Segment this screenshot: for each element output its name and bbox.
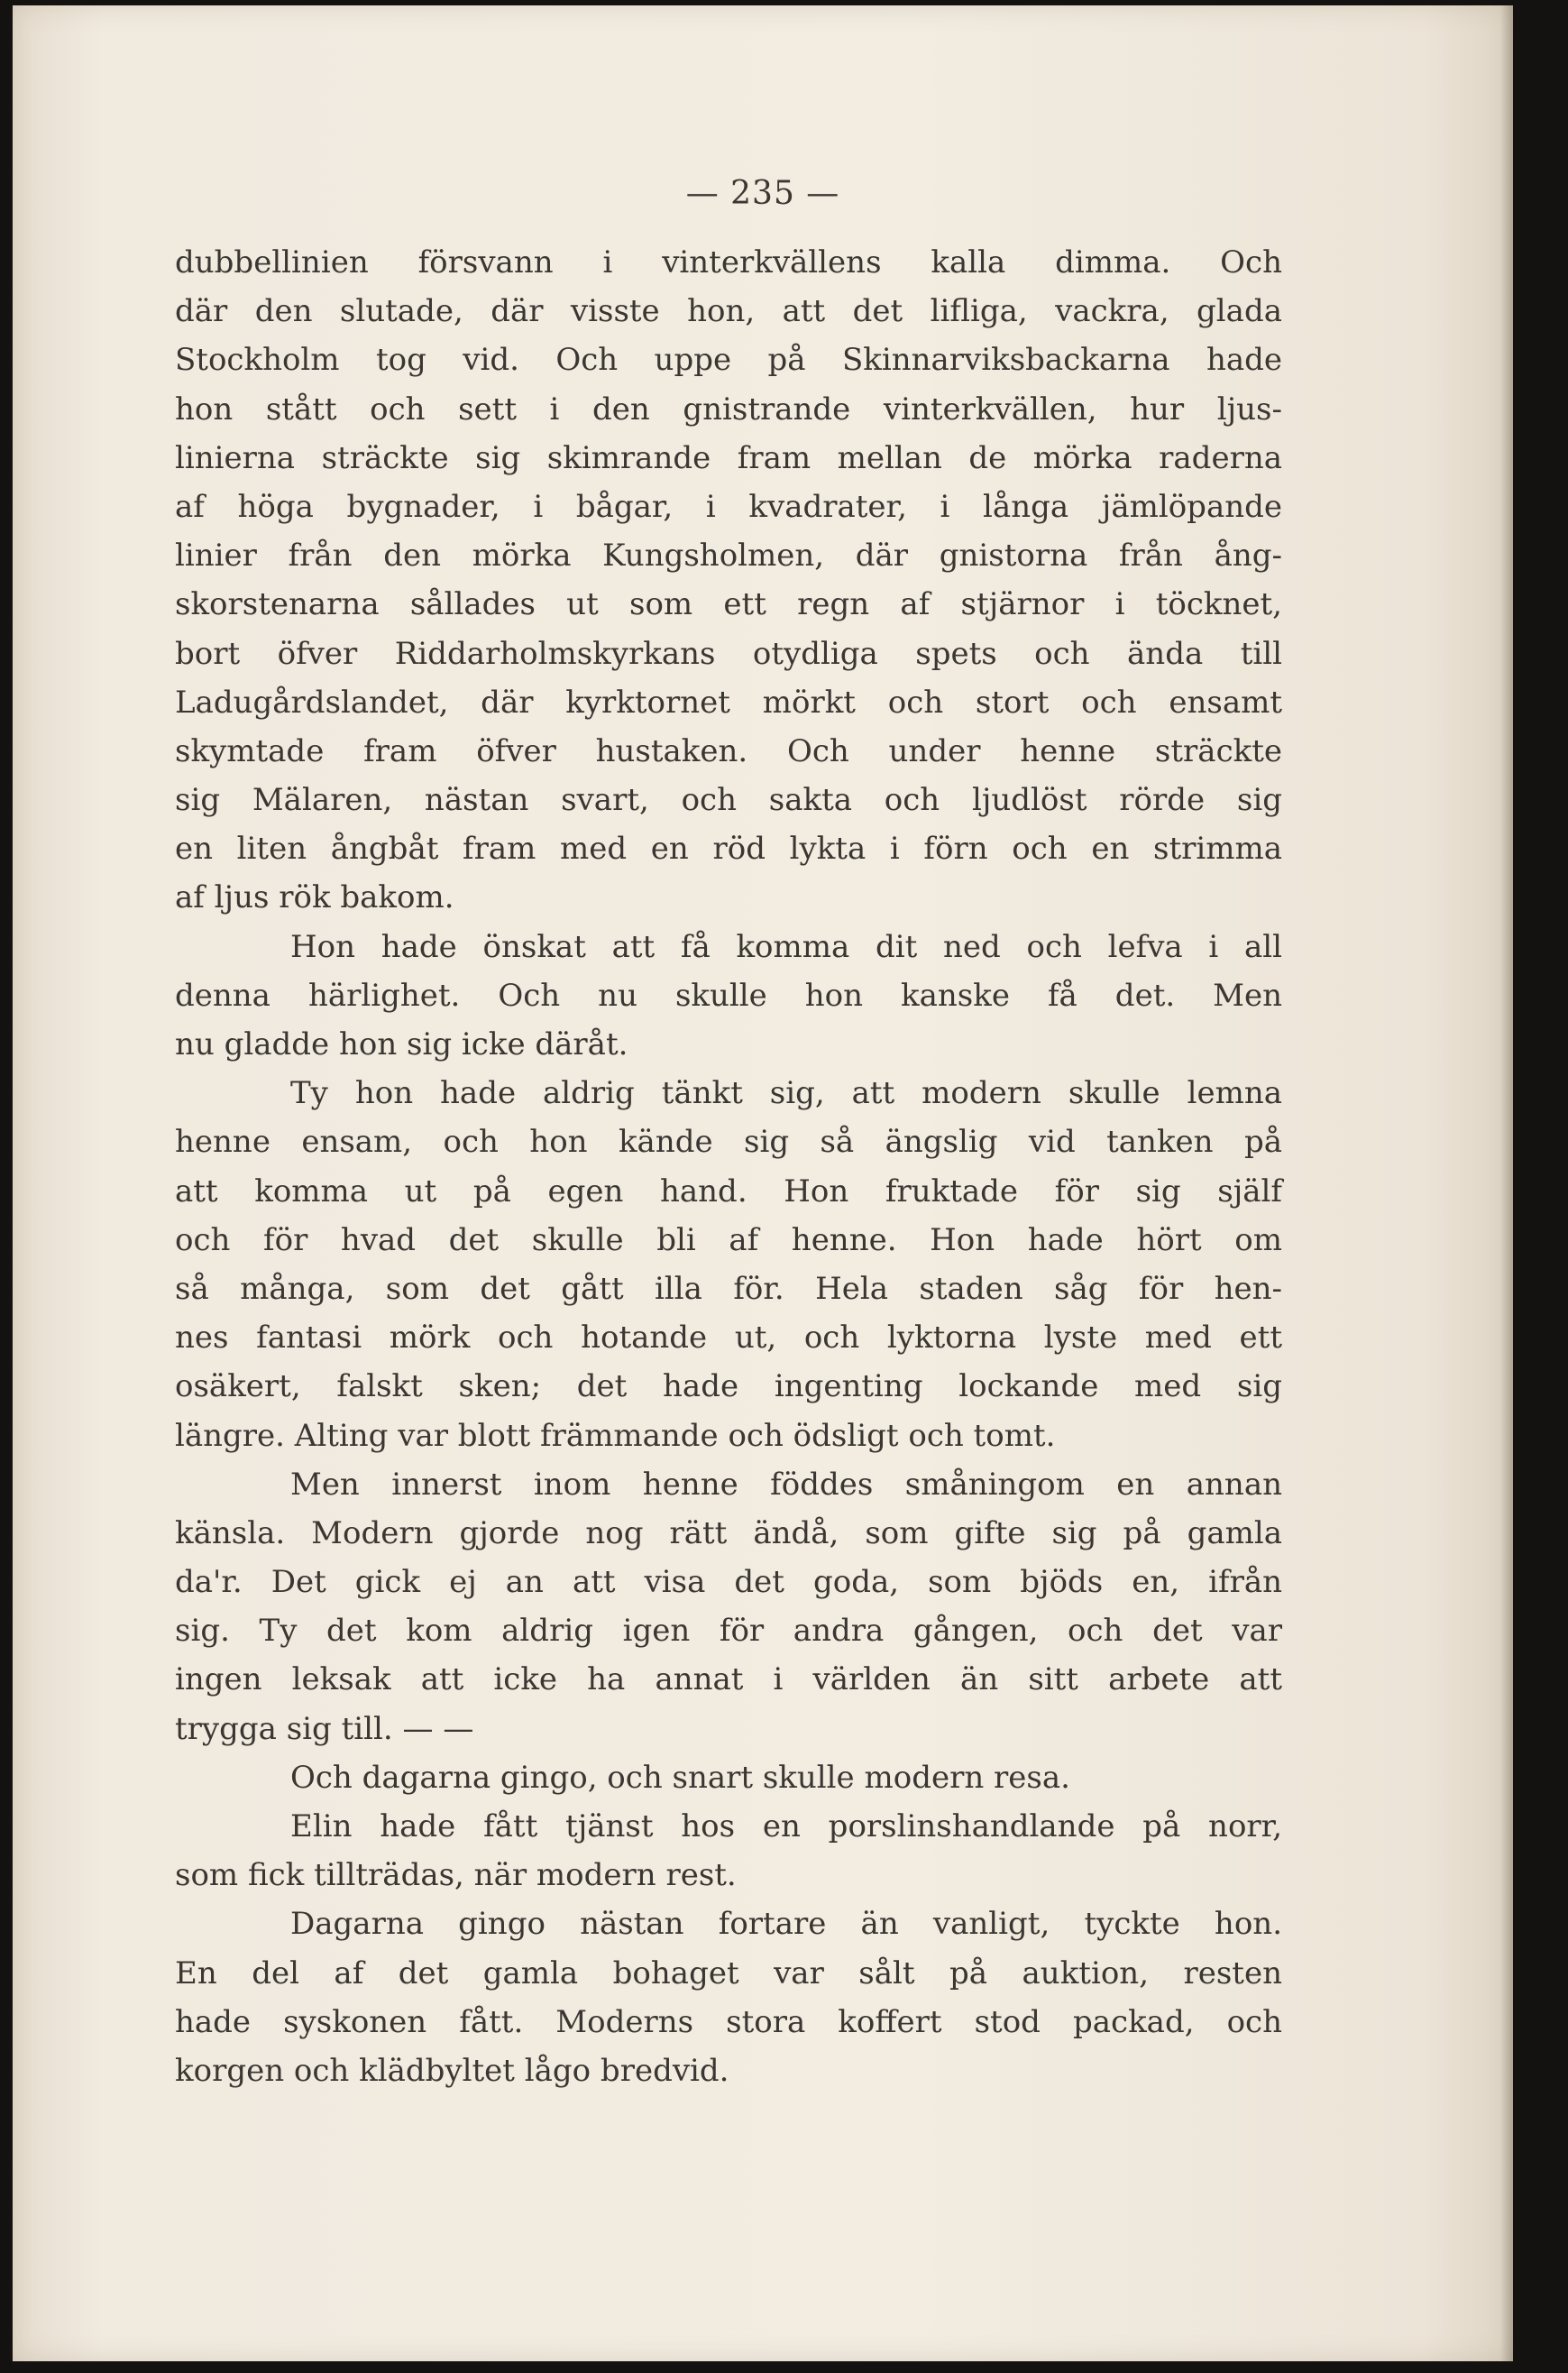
text-line: känsla. Modern gjorde nog rätt ändå, som gifte sig på gamla: [175, 1514, 1282, 1551]
text-line: bort öfver Riddarholmskyrkans otydliga spets och ända till: [175, 635, 1282, 672]
text-line: linierna sträckte sig skimrande fram mellan de mörka raderna: [175, 439, 1282, 476]
text-line: denna härlighet. Och nu skulle hon kanske få det. Men: [175, 977, 1282, 1014]
text-line: där den slutade, där visste hon, att det lifliga, vackra, glada: [175, 293, 1282, 330]
text-line: Ladugårdslandet, där kyrktornet mörkt och stort och ensamt: [175, 684, 1282, 721]
text-line: en liten ångbåt fram med en röd lykta i förn och en strimma: [175, 831, 1282, 868]
text-line: henne ensam, och hon kände sig så ängslig vid tanken på: [175, 1124, 1282, 1161]
page-edge-shadow: [1500, 5, 1513, 2361]
text-line: att komma ut på egen hand. Hon fruktade för sig själf: [175, 1173, 1282, 1209]
text-line: sig. Ty det kom aldrig igen för andra gången, och det var: [175, 1613, 1282, 1650]
text-line: Ty hon hade aldrig tänkt sig, att modern skulle lemna: [290, 1075, 1282, 1112]
page-number: — 235 —: [685, 175, 840, 212]
text-line: längre. Alting var blott främmande och ödsligt och tomt.: [175, 1417, 1056, 1454]
text-line: ingen leksak att icke ha annat i världen än sitt arbete att: [175, 1661, 1282, 1698]
text-line: Stockholm tog vid. Och uppe på Skinnarviksbackarna hade: [175, 342, 1282, 379]
text-line: da'r. Det gick ej an att visa det goda, som bjöds en, ifrån: [175, 1564, 1282, 1601]
text-line: Dagarna gingo nästan fortare än vanligt, tyckte hon.: [290, 1906, 1282, 1943]
text-line: osäkert, falskt sken; det hade ingenting lockande med sig: [175, 1368, 1282, 1405]
text-line: Men innerst inom henne föddes småningom en annan: [290, 1466, 1282, 1503]
text-line: skymtade fram öfver hustaken. Och under henne sträckte: [175, 732, 1282, 769]
text-line: af ljus rök bakom.: [175, 879, 454, 916]
text-line: sig Mälaren, nästan svart, och sakta och ljudlöst rörde sig: [175, 782, 1282, 819]
text-line: och för hvad det skulle bli af henne. Hon hade hört om: [175, 1221, 1282, 1258]
text-line: skorstenarna sållades ut som ett regn af stjärnor i töcknet,: [175, 586, 1282, 623]
text-line: nu gladde hon sig icke däråt.: [175, 1026, 628, 1062]
text-line: så många, som det gått illa för. Hela staden såg för hen-: [175, 1270, 1282, 1307]
text-line: linier från den mörka Kungsholmen, där gnistorna från ång-: [175, 538, 1282, 575]
text-line: En del af det gamla bohaget var sålt på auktion, resten: [175, 1955, 1282, 1991]
text-line: Hon hade önskat att få komma dit ned och lefva i all: [290, 928, 1282, 965]
text-line: nes fantasi mörk och hotande ut, och lyktorna lyste med ett: [175, 1320, 1282, 1357]
page-sheet: [13, 5, 1513, 2361]
text-line: korgen och klädbyltet lågo bredvid.: [175, 2052, 729, 2089]
text-line: trygga sig till. — —: [175, 1710, 474, 1747]
text-line: dubbellinien försvann i vinterkvällens kalla dimma. Och: [175, 244, 1282, 281]
text-line: Och dagarna gingo, och snart skulle modern resa.: [290, 1759, 1070, 1796]
text-line: af höga bygnader, i bågar, i kvadrater, i långa jämlöpande: [175, 488, 1282, 525]
text-line: Elin hade fått tjänst hos en porslinshandlande på norr,: [290, 1808, 1282, 1844]
text-line: hon stått och sett i den gnistrande vinterkvällen, hur ljus-: [175, 391, 1282, 428]
text-line: hade syskonen fått. Moderns stora koffert stod packad, och: [175, 2003, 1282, 2040]
body-text: [175, 238, 1282, 2095]
text-line: som fick tillträdas, när modern rest.: [175, 1857, 737, 1894]
